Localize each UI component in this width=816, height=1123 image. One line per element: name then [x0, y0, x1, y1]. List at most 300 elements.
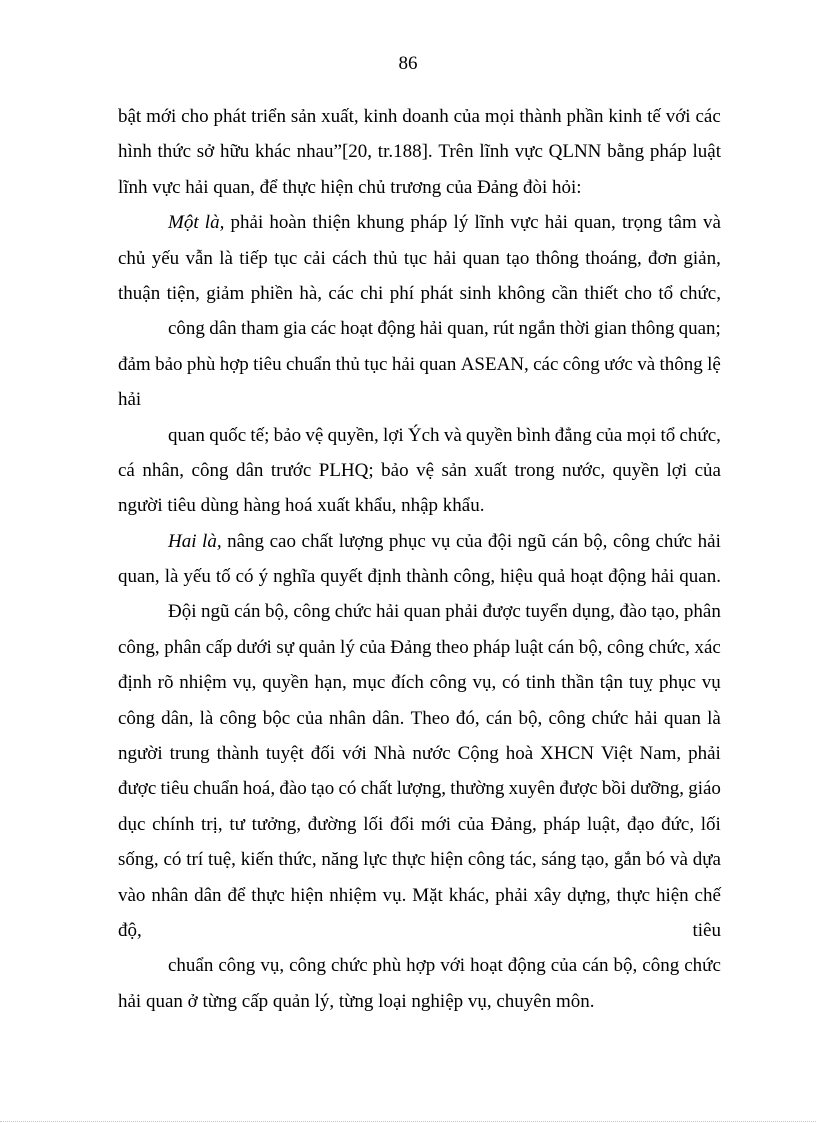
word: xuất, [321, 106, 359, 127]
word: bằng [607, 141, 645, 163]
word: Theo [410, 707, 450, 729]
word: đó, [455, 707, 480, 729]
word: tuỵ [628, 672, 654, 694]
word: quyền [612, 459, 660, 481]
word: pháp [649, 141, 687, 163]
word: cán [547, 636, 575, 658]
text-line [118, 99, 721, 134]
word: tục [364, 353, 388, 375]
word: hoà [505, 743, 534, 765]
word: nghĩa [273, 566, 316, 588]
word: cán [582, 955, 609, 977]
word: vụ, [260, 955, 285, 977]
word: hình [118, 141, 152, 163]
word: chức [684, 955, 721, 977]
word: thông [631, 318, 675, 340]
word: trí [186, 849, 204, 871]
word: gia [283, 318, 307, 340]
word: quản [298, 636, 336, 658]
word: luật [514, 636, 544, 658]
word: đội [487, 530, 513, 552]
word: quyết [320, 566, 363, 588]
word: có [338, 778, 357, 800]
word: hoá, [242, 778, 276, 800]
word: phát [213, 106, 247, 127]
word: sống, [118, 849, 159, 871]
word: trong [514, 459, 555, 481]
word: giảm [206, 282, 245, 304]
word: dân [235, 459, 264, 481]
word: và [669, 849, 688, 871]
word: chủ [118, 247, 146, 269]
word: dân, [161, 707, 194, 729]
word: theo [436, 636, 469, 658]
word: doanh [402, 106, 449, 127]
word: pháp [543, 813, 581, 835]
word: vụ [701, 672, 721, 694]
word: các [328, 282, 354, 304]
word: nhân [329, 707, 366, 729]
word: là [164, 566, 179, 588]
text-line [118, 382, 721, 417]
word: hiện [430, 849, 464, 871]
word: sáng [541, 849, 577, 871]
word: vẫn [185, 247, 213, 269]
text-line [118, 170, 721, 205]
word: gắn [613, 849, 642, 871]
word: PLHQ; [318, 459, 374, 481]
word: tiêu [692, 919, 721, 941]
word: khác [255, 141, 291, 163]
word: chức [331, 955, 368, 977]
word: thông [535, 247, 579, 269]
word: vực [514, 141, 543, 163]
lead-phrase-word: Một [168, 212, 199, 234]
text-line [118, 311, 721, 346]
word: tiện, [166, 282, 200, 304]
word: của [550, 955, 578, 977]
word: công [607, 636, 644, 658]
word: phải [230, 212, 264, 234]
word: nhau”[20, [296, 141, 373, 163]
word: sản [290, 106, 317, 127]
word: giản, [683, 247, 721, 269]
word: chất [360, 778, 393, 800]
word: xuyên [508, 778, 556, 800]
word: cán [234, 601, 261, 623]
word: rõ [157, 672, 174, 694]
word: để [227, 884, 246, 906]
word: bộ, [613, 955, 638, 977]
word: chính [152, 813, 195, 835]
word: quan [403, 601, 441, 623]
word: phù [372, 955, 402, 977]
word: cần [551, 282, 578, 304]
word: là [707, 707, 721, 729]
word: đảm [118, 353, 151, 375]
word: của [296, 707, 323, 729]
word: vụ [431, 530, 451, 552]
word: đạo [626, 813, 655, 835]
word: định [367, 566, 402, 588]
body-text [118, 99, 721, 1019]
word: pháp [410, 212, 448, 234]
word: công [118, 707, 155, 729]
text-line [118, 701, 721, 736]
text-line [118, 913, 721, 948]
word: là [199, 707, 214, 729]
word: lợi [383, 424, 404, 446]
word: được [118, 778, 157, 800]
text-line [118, 205, 721, 240]
word: yếu [151, 247, 180, 269]
word: phát [420, 282, 454, 304]
word: mới [420, 813, 452, 835]
word: thiện [312, 212, 351, 234]
word: hải [391, 353, 416, 375]
word: đào [279, 778, 307, 800]
word: tục [274, 247, 298, 269]
word: công, [453, 566, 496, 588]
word: tuệ, [207, 849, 236, 871]
word: được [559, 778, 598, 800]
word: tạo, [651, 601, 680, 623]
word: công [429, 672, 467, 694]
word: nâng [227, 530, 265, 552]
word: quyền [262, 672, 309, 694]
text-line [118, 488, 721, 523]
word: công [289, 955, 326, 977]
word: thiết [584, 282, 619, 304]
word: hiệu [500, 566, 533, 588]
word: thành [519, 106, 562, 127]
word: định [118, 672, 152, 694]
word: quan, [574, 212, 616, 234]
lead-phrase-word: là, [202, 530, 222, 552]
word: hà, [299, 282, 322, 304]
word: tổ [658, 282, 674, 304]
word: công [219, 707, 257, 729]
word: Nhà [373, 743, 406, 765]
word: vụ. [382, 884, 407, 906]
word: nhiệm [329, 884, 377, 906]
word: thức [157, 141, 192, 163]
word: hải [697, 530, 721, 552]
word: tiêu [160, 778, 190, 800]
word: sự [276, 636, 295, 658]
word: đích [391, 672, 424, 694]
word: trị, [201, 813, 223, 835]
word: XHCN [540, 743, 594, 765]
word: bảo [155, 353, 183, 375]
word: công [168, 318, 205, 340]
word: lệ [707, 353, 721, 375]
word: quyền, [327, 424, 379, 446]
word: hoàn [269, 212, 307, 234]
word: mọi [626, 424, 657, 446]
word: các [533, 353, 559, 375]
text-line [118, 948, 721, 983]
word: đơn [648, 247, 678, 269]
word: kinh [608, 106, 643, 127]
word: đẳng [554, 424, 592, 446]
word: phần [566, 106, 604, 127]
word: luật [692, 141, 721, 163]
word: lượng, [396, 778, 446, 800]
word: xác [694, 636, 721, 658]
word: bình [516, 424, 551, 446]
word: bộ, [583, 530, 608, 552]
word: tạo [506, 247, 530, 269]
word: bộ, [265, 601, 289, 623]
word: tổ [660, 424, 676, 446]
word: thông [659, 353, 703, 375]
word: trọng [621, 212, 663, 234]
word: của [694, 459, 721, 481]
word: đối [310, 743, 336, 765]
word: hoạt [470, 955, 503, 977]
word: công [467, 849, 505, 871]
word: cán [551, 530, 579, 552]
word: phải [445, 601, 478, 623]
text-line [118, 807, 721, 842]
word: phân [164, 636, 202, 658]
word: cán [485, 707, 513, 729]
word: kiến [240, 849, 274, 871]
word: phiền [250, 282, 293, 304]
word: thành [216, 743, 259, 765]
word: chức [334, 601, 372, 623]
word: ngắn [518, 318, 556, 340]
word: hải [544, 212, 568, 234]
word: phục [658, 672, 696, 694]
word: quan, [447, 318, 489, 340]
word: công, [118, 636, 160, 658]
word: rút [493, 318, 515, 340]
word: các [310, 318, 337, 340]
word: dựng, [567, 884, 611, 906]
word: tâm [668, 212, 697, 234]
word: chức [655, 530, 693, 552]
word: sinh [459, 282, 492, 304]
word: quan, [118, 566, 160, 588]
word: gian [594, 318, 627, 340]
word: ASEAN, [460, 353, 529, 375]
word: lợi [666, 459, 688, 481]
word: tạo, [581, 849, 610, 871]
word: nhân [151, 884, 189, 906]
word: tận [599, 672, 624, 694]
text-line [118, 630, 721, 665]
word: phục [388, 530, 426, 552]
word: dụng, [572, 601, 615, 623]
word: hải [433, 247, 457, 269]
word: cho [181, 106, 209, 127]
page-bottom-rule [0, 1121, 816, 1122]
word: quyền [466, 424, 513, 446]
word: thực [251, 884, 285, 906]
word: vệ [416, 459, 434, 481]
word: lực [363, 849, 388, 871]
word: của [359, 636, 386, 658]
word: động [507, 955, 546, 977]
word: sở [196, 141, 215, 163]
word: ngũ [201, 601, 230, 623]
word: lý [340, 636, 355, 658]
word: trung [169, 743, 210, 765]
word: hải [376, 601, 400, 623]
word: giáo [688, 778, 721, 800]
word: quốc [209, 424, 247, 446]
word: mọi [484, 106, 515, 127]
word: công [612, 530, 650, 552]
word: tạo [311, 778, 335, 800]
word: hải [651, 566, 675, 588]
word: hải [419, 318, 443, 340]
word: bồi [601, 778, 627, 800]
line-text: lĩnh vực hải quan, để thực hiện chủ trương của Đảng đòi hỏi: [118, 176, 582, 198]
word: có [502, 672, 520, 694]
word: hợp [219, 353, 249, 375]
word: đức, [661, 813, 695, 835]
word: lĩnh [479, 141, 509, 163]
lead-phrase-word: là, [204, 212, 225, 234]
word: ý [258, 566, 269, 588]
word: dựa [692, 849, 721, 871]
word: công [218, 955, 256, 977]
word: chuẩn [285, 353, 332, 375]
word: phù [186, 353, 216, 375]
word: thuận [118, 282, 161, 304]
word: tiếp [239, 247, 268, 269]
word: công [562, 353, 600, 375]
word: dân [194, 884, 222, 906]
word: chức [591, 707, 629, 729]
word: hải [634, 707, 658, 729]
word: hạn, [314, 672, 347, 694]
word: tư [229, 813, 245, 835]
word: dưỡng, [630, 778, 684, 800]
word: hợp [406, 955, 436, 977]
word: tế; [250, 424, 270, 446]
word: bó [646, 849, 666, 871]
word: được [482, 601, 521, 623]
word: thường [450, 778, 505, 800]
word: với [440, 955, 466, 977]
word: luật, [587, 813, 621, 835]
word: các [695, 106, 721, 127]
word: quan [419, 353, 457, 375]
word: lý [453, 212, 469, 234]
word: chức, [679, 282, 721, 304]
word: hoạt [570, 566, 604, 588]
word: Đội [168, 601, 197, 623]
word: tiêu [253, 353, 282, 375]
word: tuyệt [265, 743, 304, 765]
word: tr.188]. [377, 141, 433, 163]
word: bảo [381, 459, 409, 481]
word: trước [270, 459, 312, 481]
word: phải [495, 884, 528, 906]
word: chi [360, 282, 384, 304]
word: hoạt [340, 318, 374, 340]
word: công [548, 707, 586, 729]
word: thời [559, 318, 590, 340]
word: chuẩn [193, 778, 239, 800]
word: tưởng, [251, 813, 301, 835]
word: lối [700, 813, 721, 835]
word: tố [215, 566, 231, 588]
word: không [497, 282, 546, 304]
word: vệ [305, 424, 324, 446]
word: công [293, 601, 331, 623]
word: chế [694, 884, 721, 906]
word: vực [510, 212, 539, 234]
word: thực [392, 849, 426, 871]
word: là [219, 247, 233, 269]
word: tuyển [525, 601, 568, 623]
word: thức, [278, 849, 317, 871]
word: công [191, 459, 229, 481]
word: tinh [525, 672, 556, 694]
text-line [118, 276, 721, 311]
word: thủ [335, 353, 360, 375]
word: mục [352, 672, 386, 694]
word: bảo [273, 424, 302, 446]
word: tế [647, 106, 661, 127]
word: và [637, 353, 656, 375]
line-text: người tiêu dùng hàng hoá xuất khẩu, nhập khẩu. [118, 495, 485, 517]
word: đường [307, 813, 357, 835]
word: của [453, 106, 480, 127]
text-line [118, 594, 721, 629]
word: Nam, [639, 743, 682, 765]
text-line [118, 842, 721, 877]
lead-phrase-word: Hai [168, 530, 197, 552]
word: và [702, 212, 721, 234]
word: của [455, 530, 483, 552]
word: quan [462, 247, 500, 269]
word: Mặt [412, 884, 443, 906]
word: tục [403, 247, 428, 269]
word: thần [561, 672, 594, 694]
page-number: 86 [398, 53, 418, 74]
text-line [118, 771, 721, 806]
word: Trên [438, 141, 474, 163]
word: thực [616, 884, 651, 906]
word: QLNN [548, 141, 602, 163]
word: khác, [448, 884, 490, 906]
word: chất [301, 530, 334, 552]
text-line [118, 134, 721, 169]
word: dưới [236, 636, 272, 658]
word: yếu [183, 566, 211, 588]
word: có [235, 566, 254, 588]
word: đổi [389, 813, 415, 835]
word: vào [118, 884, 146, 906]
text-line [118, 665, 721, 700]
word: cải [303, 247, 326, 269]
word: người [118, 743, 163, 765]
word: xuất [474, 459, 508, 481]
word: bộc [262, 707, 291, 729]
text-line [118, 418, 721, 453]
word: Việt [600, 743, 633, 765]
word: kinh [363, 106, 398, 127]
text-line [118, 984, 721, 1019]
word: dân [209, 318, 237, 340]
word: công [642, 955, 680, 977]
